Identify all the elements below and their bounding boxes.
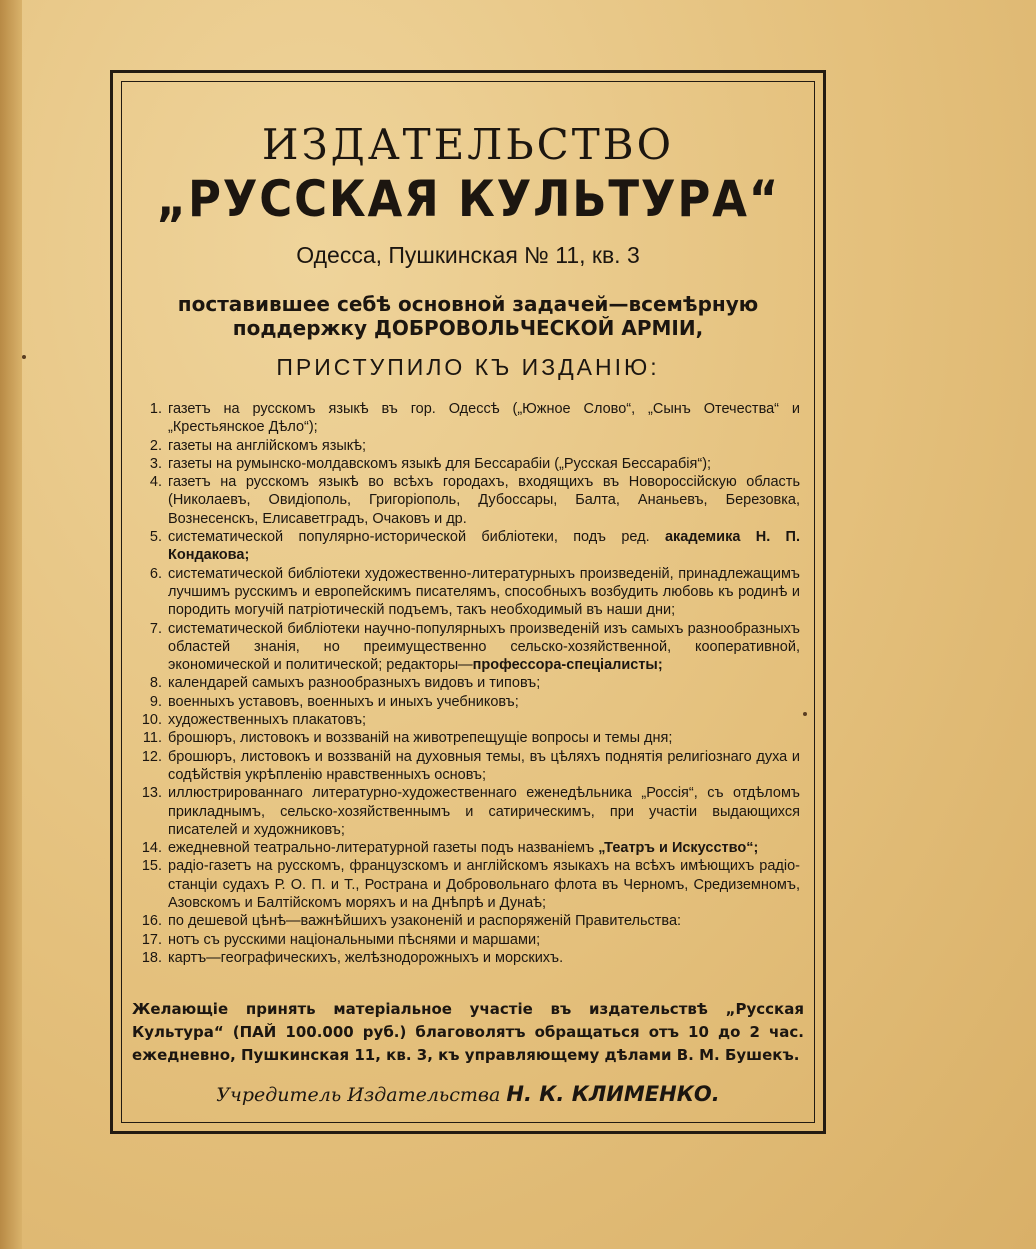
list-item-number: 11. (142, 730, 162, 747)
list-item-number: 7. (149, 620, 162, 637)
list-item-text (168, 931, 800, 949)
list-item-plain: по дешевой цѣнѣ—важнѣйшихъ узаконеній и распоряженій Правительства: (168, 913, 682, 930)
list-item-number: 16. (141, 913, 162, 930)
list-item-text (168, 912, 800, 930)
mission-line-1: поставившее себѣ основной задачей—всемѣрную (177, 292, 759, 316)
list-item-number: 17. (141, 931, 162, 948)
founder-line (122, 1082, 814, 1106)
list-item (132, 729, 800, 747)
list-item-text (168, 693, 800, 711)
page-frame (110, 70, 826, 1134)
list-item-number: 14. (141, 840, 162, 857)
list-item-text (168, 674, 800, 692)
list-item-number: 18. (141, 949, 162, 966)
publisher-word: ИЗДАТЕЛЬСТВО (261, 120, 675, 169)
list-item-plain: ежедневной театрально-литературной газеты подъ названіемъ (168, 840, 599, 857)
list-item-text (168, 437, 800, 455)
list-item (132, 857, 800, 912)
list-item-number: 13. (141, 785, 162, 802)
list-item-number: 12. (141, 748, 162, 765)
publications-list (132, 400, 800, 967)
list-item (132, 620, 800, 675)
list-item (132, 839, 800, 857)
list-item-number: 4. (149, 474, 162, 491)
list-item-text (168, 473, 800, 528)
list-item-text (168, 400, 800, 437)
list-item-number: 1. (149, 401, 162, 417)
list-item-plain: газеты на англійскомъ языкѣ; (168, 437, 367, 454)
list-item-plain: картъ—географическихъ, желѣзнодорожныхъ и морскихъ. (168, 949, 564, 966)
list-item-number: 6. (149, 565, 162, 582)
list-item (132, 784, 800, 839)
list-item-number: 15. (141, 858, 162, 875)
list-item-text (168, 528, 800, 565)
list-item-text (168, 839, 800, 857)
publisher-address: Одесса, Пушкинская № 11, кв. 3 (296, 242, 640, 268)
founder-label: Учредитель Издательства (216, 1084, 501, 1106)
list-item (132, 949, 800, 967)
list-item-plain: художественныхъ плакатовъ; (168, 712, 367, 729)
list-item-plain: систематической библіотеки научно-популярныхъ произведеній изъ самыхъ разнообразныхъ областей знанія, но преимущественно сельско-хозяйственной, кооперативной, экономической и политической; редакторы— (168, 620, 800, 674)
paper-edge (0, 0, 22, 1249)
list-item (132, 748, 800, 785)
list-item (132, 674, 800, 692)
list-item-number: 2. (149, 437, 162, 454)
list-item-plain: брошюръ, листовокъ и воззваній на животрепещущіе вопросы и темы дня; (168, 730, 673, 747)
started-heading: ПРИСТУПИЛО КЪ ИЗДАНІЮ: (276, 354, 660, 380)
list-item (132, 473, 800, 528)
list-item-plain: газетъ на русскомъ языкѣ во всѣхъ городахъ, входящихъ въ Новороссійскую область (Николаевъ, Овидіополь, Григоріополь, Дубоссары, Балта, Ананьевъ, Березовка, Вознесенскъ, Елисаветградъ, Очаковъ и др. (168, 474, 800, 527)
list-item (132, 400, 800, 437)
list-item-plain: радіо-газетъ на русскомъ, французскомъ и англійскомъ языкахъ на всѣхъ имѣющихъ радіо-станціи судахъ Р. О. П. и Т., Ространа и Добровольнаго флота въ Черномъ, Средиземномъ, Азовскомъ и Балтійскомъ моряхъ и на Днѣпрѣ и Дунаѣ; (168, 858, 800, 912)
list-item-emphasis: „Театръ и Искусство“; (598, 840, 759, 857)
list-item-text (168, 729, 800, 747)
list-item-plain: систематической популярно-исторической библіотеки, подъ ред. (168, 529, 665, 546)
list-item (132, 455, 800, 473)
list-item (132, 912, 800, 930)
list-item (132, 711, 800, 729)
list-item (132, 437, 800, 455)
list-item-number: 10. (141, 712, 162, 729)
mission-line-2: поддержку ДОБРОВОЛЬЧЕСКОЙ АРМІИ, (232, 316, 704, 340)
list-item-number: 3. (149, 455, 162, 472)
list-item-text (168, 949, 800, 967)
list-item-text (168, 565, 800, 620)
list-item-plain: брошюръ, листовокъ и воззваній на духовныя темы, въ цѣляхъ поднятія религіознаго духа и содѣйствія укрѣпленію нравственныхъ основъ; (168, 748, 800, 783)
list-item-plain: иллюстрированнаго литературно-художественнаго еженедѣльника „Россія“, съ отдѣломъ прикладнымъ, сельско-хозяйственнымъ и сатирическимъ, при участіи выдающихся писателей и художниковъ; (168, 785, 800, 838)
list-item-emphasis: академика Н. П. Кондакова; (168, 529, 801, 564)
list-item (132, 528, 800, 565)
mission-statement (122, 292, 814, 340)
inner-frame (121, 81, 815, 1123)
list-item-plain: систематической библіотеки художественно-литературныхъ произведеній, принадлежащимъ лучшимъ русскимъ и европейскимъ писателямъ, способныхъ возбудить любовь къ родинѣ и породить могучій патріотическій подъемъ, такъ необходимый въ наши дни; (168, 565, 800, 619)
list-item-text (168, 455, 800, 473)
list-item-number: 5. (149, 529, 162, 546)
list-item-text (168, 620, 800, 675)
list-item (132, 565, 800, 620)
list-item-number: 8. (149, 675, 162, 692)
list-item-text (168, 748, 800, 785)
contact-notice: Желающіе принять матеріальное участіе въ издательствѣ „Русская Культура“ (ПАЙ 100.000 руб.) благоволятъ обращаться отъ 10 до 2 час. ежедневно, Пушкинская 11, кв. 3, къ управляющему дѣлами В. М. Бушекъ. (132, 1000, 804, 1064)
list-item-plain: газеты на румынско-молдавскомъ языкѣ для Бессарабіи („Русская Бессарабія“); (168, 455, 712, 472)
list-item-number: 9. (149, 693, 162, 710)
list-item-plain: нотъ съ русскими національными пѣснями и маршами; (168, 931, 541, 948)
list-item-plain: военныхъ уставовъ, военныхъ и иныхъ учебниковъ; (168, 693, 519, 710)
founder-name: Н. К. КЛИМЕНКО. (506, 1082, 720, 1106)
list-item-text (168, 784, 800, 839)
list-item-text (168, 857, 800, 912)
list-item (132, 693, 800, 711)
list-item-plain: календарей самыхъ разнообразныхъ видовъ и типовъ; (168, 675, 541, 692)
list-item-emphasis: профессора-спеціалисты; (472, 657, 663, 674)
paper-stain (22, 355, 26, 359)
publisher-name: „РУССКАЯ КУЛЬТУРА“ (156, 170, 781, 228)
list-item (132, 931, 800, 949)
list-item-text (168, 711, 800, 729)
list-item-plain: газетъ на русскомъ языкѣ въ гор. Одессѣ („Южное Слово“, „Сынъ Отечества“ и „Крестьянское Дѣло“); (168, 401, 800, 436)
